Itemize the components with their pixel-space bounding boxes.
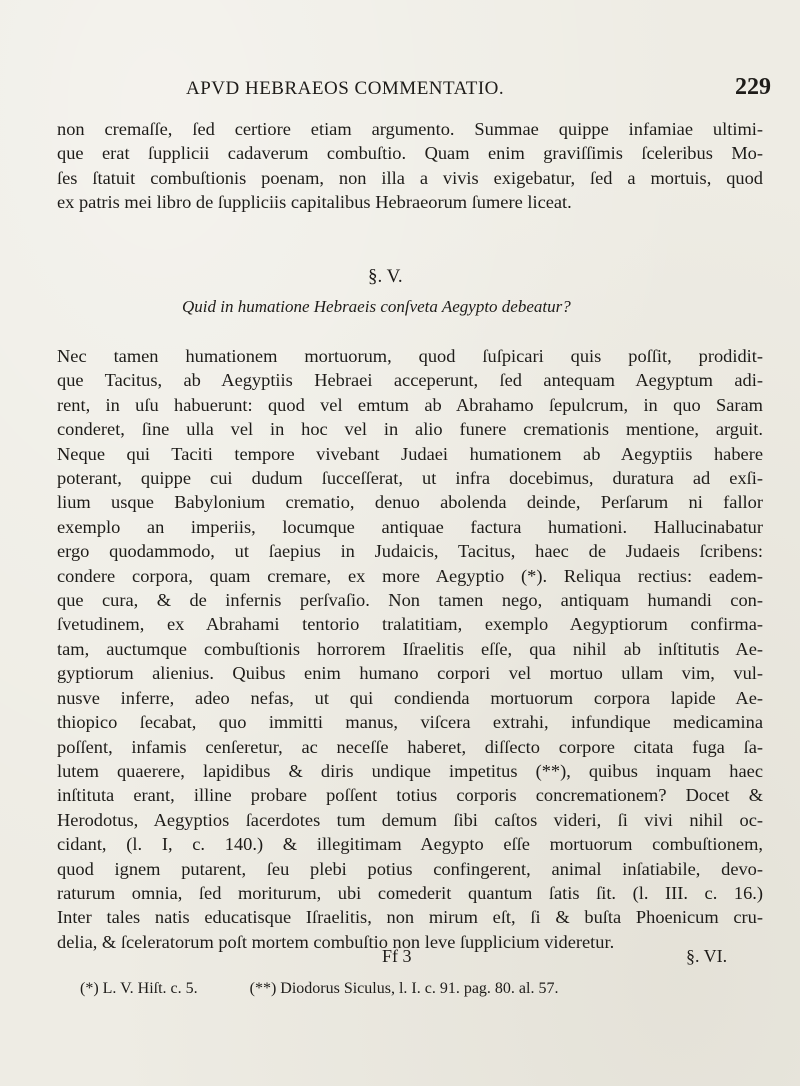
footnote: (**) Diodorus Siculus, l. I. c. 91. pag. 80. al. 57. bbox=[249, 980, 559, 997]
footnotes bbox=[80, 980, 740, 998]
text-line: thiopico ſecabat, quo immitti manus, viſcera extrahi, infundique medicamina bbox=[57, 712, 763, 733]
text-line: delia, & ſceleratorum poſt mortem combuſtio non leve ſupplicium videretur. bbox=[57, 931, 615, 952]
text-line: que Tacitus, ab Aegyptiis Hebraei acceperunt, ſed antequam Aegyptum adi- bbox=[57, 370, 763, 391]
text-line: lutem quaerere, lapidibus & diris undique impetitus (**), quibus inquam haec bbox=[57, 760, 763, 781]
paragraph-2 bbox=[57, 344, 763, 954]
text-line: lium usque Babylonium crematio, denuo abolenda deinde, Perſarum ni fallor bbox=[57, 492, 763, 513]
section-heading: §. V. bbox=[368, 266, 403, 287]
text-line: conderet, ſine ulla vel in hoc vel in alio funere cremationis mentione, arguit. bbox=[57, 419, 763, 440]
text-line: cidant, (l. I, c. 140.) & illegitimam Aegypto eſſe mortuorum combuſtionem, bbox=[57, 834, 763, 855]
text-line: gyptiorum alienius. Quibus enim humano corpori vel mortuo ullam vim, vul- bbox=[57, 663, 763, 684]
text-line: inſtituta erant, illine probare poſſent totius corporis concremationem? Docet & bbox=[57, 785, 763, 806]
text-line: quod ignem putarent, ſeu plebi potius confingerent, animal inſatiabile, devo- bbox=[57, 858, 763, 879]
text-line: ſes ſtatuit combuſtionis poenam, non illa a vivis exigebatur, ſed a mortuis, quod bbox=[57, 167, 763, 188]
text-line: Neque qui Taciti tempore vivebant Judaei humationem ab Aegyptiis habere bbox=[57, 443, 763, 464]
footnote: (*) L. V. Hiſt. c. 5. bbox=[80, 980, 198, 997]
text-line: rent, in uſu habuerunt: quod vel emtum ab Abrahamo ſepulcrum, in quo Saram bbox=[57, 394, 763, 415]
text-line: exemplo an imperiis, locumque antiquae factura humationi. Hallucinabatur bbox=[57, 516, 763, 537]
text-line: raturum omnia, ſed moriturum, ubi comederit quantum ſatis ſit. (l. III. c. 16.) bbox=[57, 882, 763, 903]
text-line: poterant, quippe cui dudum ſucceſſerat, ut infra docebimus, duratura ad exſi- bbox=[57, 468, 763, 489]
catchword: §. VI. bbox=[686, 946, 728, 966]
text-line: que erat ſupplicii cadaverum combuſtio. Quam enim graviſſimis ſceleribus Mo- bbox=[57, 143, 763, 164]
text-line: ſvetudinem, ex Abrahami tentorio tralatitiam, exemplo Aegyptiorum confirma- bbox=[57, 614, 763, 635]
text-line: que cura, & de infernis perſvaſio. Non tamen nego, antiquam humandi con- bbox=[57, 590, 763, 611]
signature-mark: Ff 3 bbox=[382, 946, 412, 966]
text-line: ergo quodammodo, ut ſaepius in Judaicis, Tacitus, haec de Judaeis ſcribens: bbox=[57, 541, 763, 562]
text-line: nusve inferre, adeo nefas, ut qui condienda mortuorum corpora lapide Ae- bbox=[57, 687, 763, 708]
page-number: 229 bbox=[735, 74, 771, 100]
running-title: APVD HEBRAEOS COMMENTATIO. bbox=[186, 78, 505, 99]
text-line: tam, auctumque combuſtionis horrorem Iſraelitis eſſe, qua nihil ab inſtitutis Ae- bbox=[57, 638, 763, 659]
text-line: non cremaſſe, ſed certiore etiam argumento. Summae quippe infamiae ultimi- bbox=[57, 119, 763, 139]
text-line: Herodotus, Aegyptios ſacerdotes tum demum ſibi caſtos videri, ſi vivi nihil oc- bbox=[57, 809, 763, 830]
paragraph-1 bbox=[57, 117, 763, 215]
section-subtitle: Quid in humatione Hebraeis conſveta Aegypto debeatur? bbox=[182, 297, 571, 316]
text-line: Nec tamen humationem mortuorum, quod ſuſpicari quis poſſit, prodidit- bbox=[57, 346, 763, 366]
text-line: Inter tales natis educatisque Iſraelitis, non mirum eſt, ſi & buſta Phoenicum cru- bbox=[57, 907, 763, 928]
text-line: condere corpora, quam cremare, ex more Aegyptio (*). Reliqua rectius: eadem- bbox=[57, 565, 763, 586]
text-line: poſſent, infamis cenſeretur, ac neceſſe haberet, diſſecto corpore citata fuga ſa- bbox=[57, 736, 763, 757]
text-line: ex patris mei libro de ſuppliciis capitalibus Hebraeorum ſumere liceat. bbox=[57, 192, 572, 213]
